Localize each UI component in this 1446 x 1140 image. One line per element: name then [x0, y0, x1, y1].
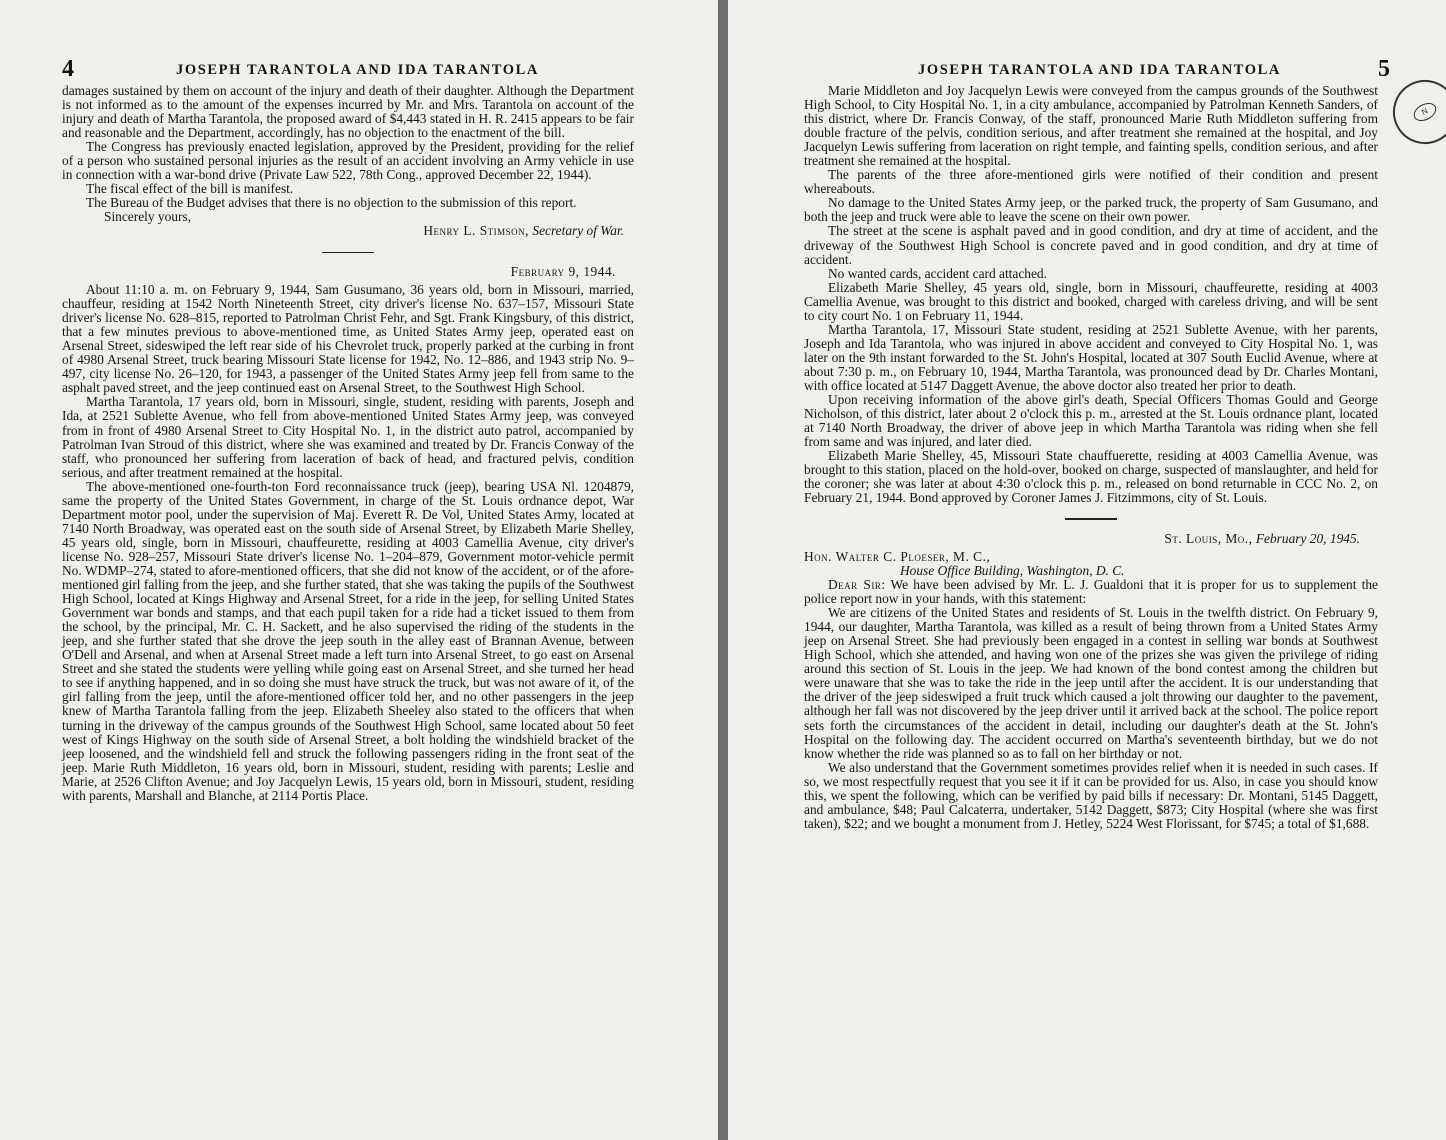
dateline-date: February 20, 1945.	[1255, 530, 1360, 546]
signature-title: Secretary of War.	[532, 223, 624, 239]
closing: Sincerely yours,	[104, 209, 192, 225]
letter-paragraph: The fiscal effect of the bill is manifest.	[86, 181, 294, 197]
right-page	[728, 0, 1446, 1140]
stamp-inner-mark: N	[1411, 99, 1440, 124]
salutation-paragraph	[804, 578, 1378, 606]
report-date: February 9, 1944.	[510, 264, 616, 280]
report-paragraph: The parents of the three afore-mentioned girls were notified of their condition and present whereabouts.	[804, 167, 1378, 197]
report-paragraph: No damage to the United States Army jeep, or the parked truck, the property of Sam Gusumano, and both the jeep and truck were able to leave the scene on their own power.	[804, 195, 1378, 225]
letter-paragraph: The Bureau of the Budget advises that there is no objection to the submission of this report.	[86, 195, 577, 211]
letter-opening: We have been advised by Mr. L. J. Gualdoni that it is proper for us to supplement the police report now in your hands, with this statement:	[804, 577, 1378, 607]
book-gutter	[718, 0, 728, 1140]
salutation: Dear Sir:	[828, 577, 886, 593]
report-paragraph: No wanted cards, accident card attached.	[828, 265, 1047, 281]
addressee-address: House Office Building, Washington, D. C.	[900, 563, 1125, 578]
report-paragraph: Upon receiving information of the above girl's death, Special Officers Thomas Gould and George Nicholson, of this district, later about 2 o'clock this p. m., arrested at the St. Louis ordnance plant, located at 7140 North Broadway, the driver of above jeep in which Martha Tarantola was riding when she fell from same and was injured, and later died.	[804, 392, 1378, 450]
page-number: 5	[1378, 56, 1390, 82]
section-divider	[322, 252, 374, 254]
library-stamp	[1382, 69, 1446, 156]
section-divider	[1065, 518, 1117, 520]
right-page-body	[804, 84, 1378, 831]
report-paragraph: Martha Tarantola, 17 years old, born in Missouri, single, student, residing with parents, Joseph and Ida, at 2521 Sublette Avenue, who fell from above-mentioned United States Army jeep, was conveyed from in front of 4980 Arsenal Street to City Hospital No. 1, in the district auto patrol, accompanied by Patrolman Ivan Stroud of this district, where she was examined and treated by Dr. Francis Conway of the staff, who pronounced her suffering from laceration of back of head, and fractured pelvis, condition serious, and after treatment remained at the hospital.	[62, 394, 634, 480]
signature	[62, 224, 634, 238]
running-head: JOSEPH TARANTOLA AND IDA TARANTOLA	[918, 62, 1281, 78]
page-number: 4	[62, 56, 74, 82]
letter-paragraph: We are citizens of the United States and residents of St. Louis in the twelfth district. On February 9, 1944, our daughter, Martha Tarantola, was killed as a result of being thrown from a United States Army jeep on Arsenal Street. She had previously been engaged in a contest in selling war bonds at Southwest High School, which she attended, and having won one of the prizes she was given the privilege of riding around this section of St. Louis in the jeep. We had known of the bond contest among the children but were unaware that she was to take the ride in the jeep until after the accident. It is our understanding that the driver of the jeep sideswiped a fruit truck which caused a jolt throwing our daughter to the pavement, although her fall was not discovered by the jeep driver until it arrived back at the school. The police report sets forth the circumstances of the accident in detail, including our daughter's death at the St. John's Hospital on the following day. The accident occurred on Martha's seventeenth birthday, but we do not know whether the ride was planned so as to fall on her birthday or not.	[804, 605, 1378, 761]
running-head: JOSEPH TARANTOLA AND IDA TARANTOLA	[176, 62, 539, 78]
letter-paragraph: damages sustained by them on account of the injury and death of their daughter. Although the Department is not informed as to the amount of the expenses incurred by Mr. and Mrs. Tarantola on account of the injury and death of Martha Tarantola, the proposed award of $4,443 stated in H. R. 2415 appears to be fair and reasonable and the Department, accordingly, has no objection to the enactment of the bill.	[62, 83, 634, 141]
left-page-body	[62, 84, 634, 803]
report-paragraph: The above-mentioned one-fourth-ton Ford reconnaissance truck (jeep), bearing USA Nl. 1204879, same the property of the United States Government, in charge of the St. Louis ordnance depot, War Department motor pool, under the supervision of Maj. Everett R. De Vol, United States Army, located at 7140 North Broadway, was operated east on the south side of Arsenal Street, by Elizabeth Marie Shelley, 45 years old, single, born in Missouri, chauffeurette, residing at 4003 Camellia Avenue, city driver's license No. 928–257, Missouri State driver's license No. 1–204–879, Government motor-vehicle permit No. WDMP–274, stated to afore-mentioned officers, that she did not know of the accident, or of the afore-mentioned girl falling from the jeep, and she further stated, that she was taking the pupils of the Southwest High School, located at Kings Highway and Arsenal Street, for a ride in the jeep, for selling United States Government war bonds and stamps, and that each pupil taken for a ride had a ticket issued to them from the school, by the principal, Mr. C. H. Sackett, and he also supervised the riding of the students in the jeep, and she further stated that she drove the jeep south in the alley east of Brannan Avenue, between O'Dell and Arsenal, and when at Arsenal Street made a left turn into Arsenal Street, to go east on Arsenal Street and she stated the students were yelling while going east on Arsenal Street, and she turned her head to see if anything happened, and in so doing she must have struck the truck, but was not aware of it, of the girl falling from the jeep, until the afore-mentioned officer told her, and no other passengers in the jeep knew of Martha Tarantola falling from the jeep. Elizabeth Sheeley also stated to the officers that when turning in the driveway of the campus grounds of the Southwest High School, same located about 50 feet west of Kings Highway on the south side of Arsenal Street, a bolt holding the windshield bracket of the jeep loosened, and the windshield fell and struck the following passengers riding in the front seat of the jeep. Marie Ruth Middleton, 16 years old, born in Missouri, student, residing with parents; Leslie and Marie, at 2526 Clifton Avenue; and Joy Jacquelyn Lewis, 15 years old, born in Missouri, student, residing with parents, Marshall and Blanche, at 2114 Portis Place.	[62, 478, 634, 803]
report-paragraph: Marie Middleton and Joy Jacquelyn Lewis were conveyed from the campus grounds of the Southwest High School, to City Hospital No. 1, in a city ambulance, accompanied by Patrolman Kenneth Sanders, of this district, where Dr. Francis Conway, of the staff, pronounced Marie Ruth Middleton suffering from double fracture of the pelvis, condition serious, and after treatment she remained at the hospital, and Joy Jacquelyn Lewis suffering from laceration on right temple, and fainting spells, condition serious, and after treatment she remained at the hospital.	[804, 83, 1378, 169]
report-paragraph: The street at the scene is asphalt paved and in good condition, and dry at time of accident, and the driveway of the Southwest High School is concrete paved and in good condition, and dry at time of accident.	[804, 223, 1378, 267]
letter-paragraph: The Congress has previously enacted legislation, approved by the President, providing for the relief of a person who sustained personal injuries as the result of an accident involving an Army vehicle in use in connection with a war-bond drive (Private Law 522, 78th Cong., approved December 22, 1944).	[62, 139, 634, 183]
report-paragraph: Martha Tarantola, 17, Missouri State student, residing at 2521 Sublette Avenue, with her parents, Joseph and Ida Tarantola, who was injured in above accident and conveyed to City Hospital No. 1, was later on the 9th instant forwarded to the St. John's Hospital, located at 307 South Euclid Avenue, where at about 7:30 p. m., on February 10, 1944, Martha Tarantola, was pronounced dead by Dr. Charles Montani, with office located at 5147 Daggett Avenue, the above doctor also treated her prior to death.	[804, 321, 1378, 393]
signature-name: Henry L. Stimson,	[423, 223, 530, 239]
report-paragraph: Elizabeth Marie Shelley, 45, Missouri State chauffuerette, residing at 4003 Camellia Avenue, was brought to this station, placed on the hold-over, booked on charge, suspected of manslaughter, and held for the coroner; she was later at about 4:30 o'clock this p. m., released on bond returnable in CCC No. 2, on February 21, 1944. Bond approved by Coroner James J. Fitzimmons, city of St. Louis.	[804, 448, 1378, 506]
report-paragraph: About 11:10 a. m. on February 9, 1944, Sam Gusumano, 36 years old, born in Missouri, married, chauffeur, residing at 1542 North Nineteenth Street, city driver's license No. 637–157, Missouri State driver's license No. 628–815, reported to Patrolman Christ Fehr, and Sgt. Frank Kingsbury, of this district, that a few minutes previous to above-mentioned time, as United States Army jeep, operated east on Arsenal Street, sideswiped the left rear side of his Chevrolet truck, properly parked at the curbing in front of 4980 Arsenal Street, truck bearing Missouri State license for 1942, No. 12–886, and 1943 strip No. 9–497, city license No. 26–120, for 1943, a passenger of the United States Army jeep fell from same to the asphalt paved street, and the jeep continued east on Arsenal Street, to the Southwest High School.	[62, 282, 634, 396]
report-paragraph: Elizabeth Marie Shelley, 45 years old, single, born in Missouri, chauffeurette, residing at 4003 Camellia Avenue, was brought to this district and booked, charged with careless driving, and will be sent to city court No. 1 on February 11, 1944.	[804, 279, 1378, 323]
letter-paragraph: We also understand that the Government sometimes provides relief when it is needed in such cases. If so, we most respectfully request that you see it if it can be provided for us. Also, in case you should know this, we spent the following, which can be verified by paid bills if necessary: Dr. Montani, 5145 Daggett, and ambulance, $48; Paul Calcaterra, undertaker, 5142 Daggett, $873; City Hospital (where she was first taken), $22; and we bought a monument from J. Hetley, 5224 West Florissant, for $745; a total of $1,688.	[804, 759, 1378, 831]
addressee-name: Hon. Walter C. Ploeser, M. C.,	[804, 548, 991, 564]
dateline-place: St. Louis, Mo.,	[1164, 530, 1253, 546]
letter-dateline	[804, 532, 1378, 546]
left-page	[0, 0, 718, 1140]
